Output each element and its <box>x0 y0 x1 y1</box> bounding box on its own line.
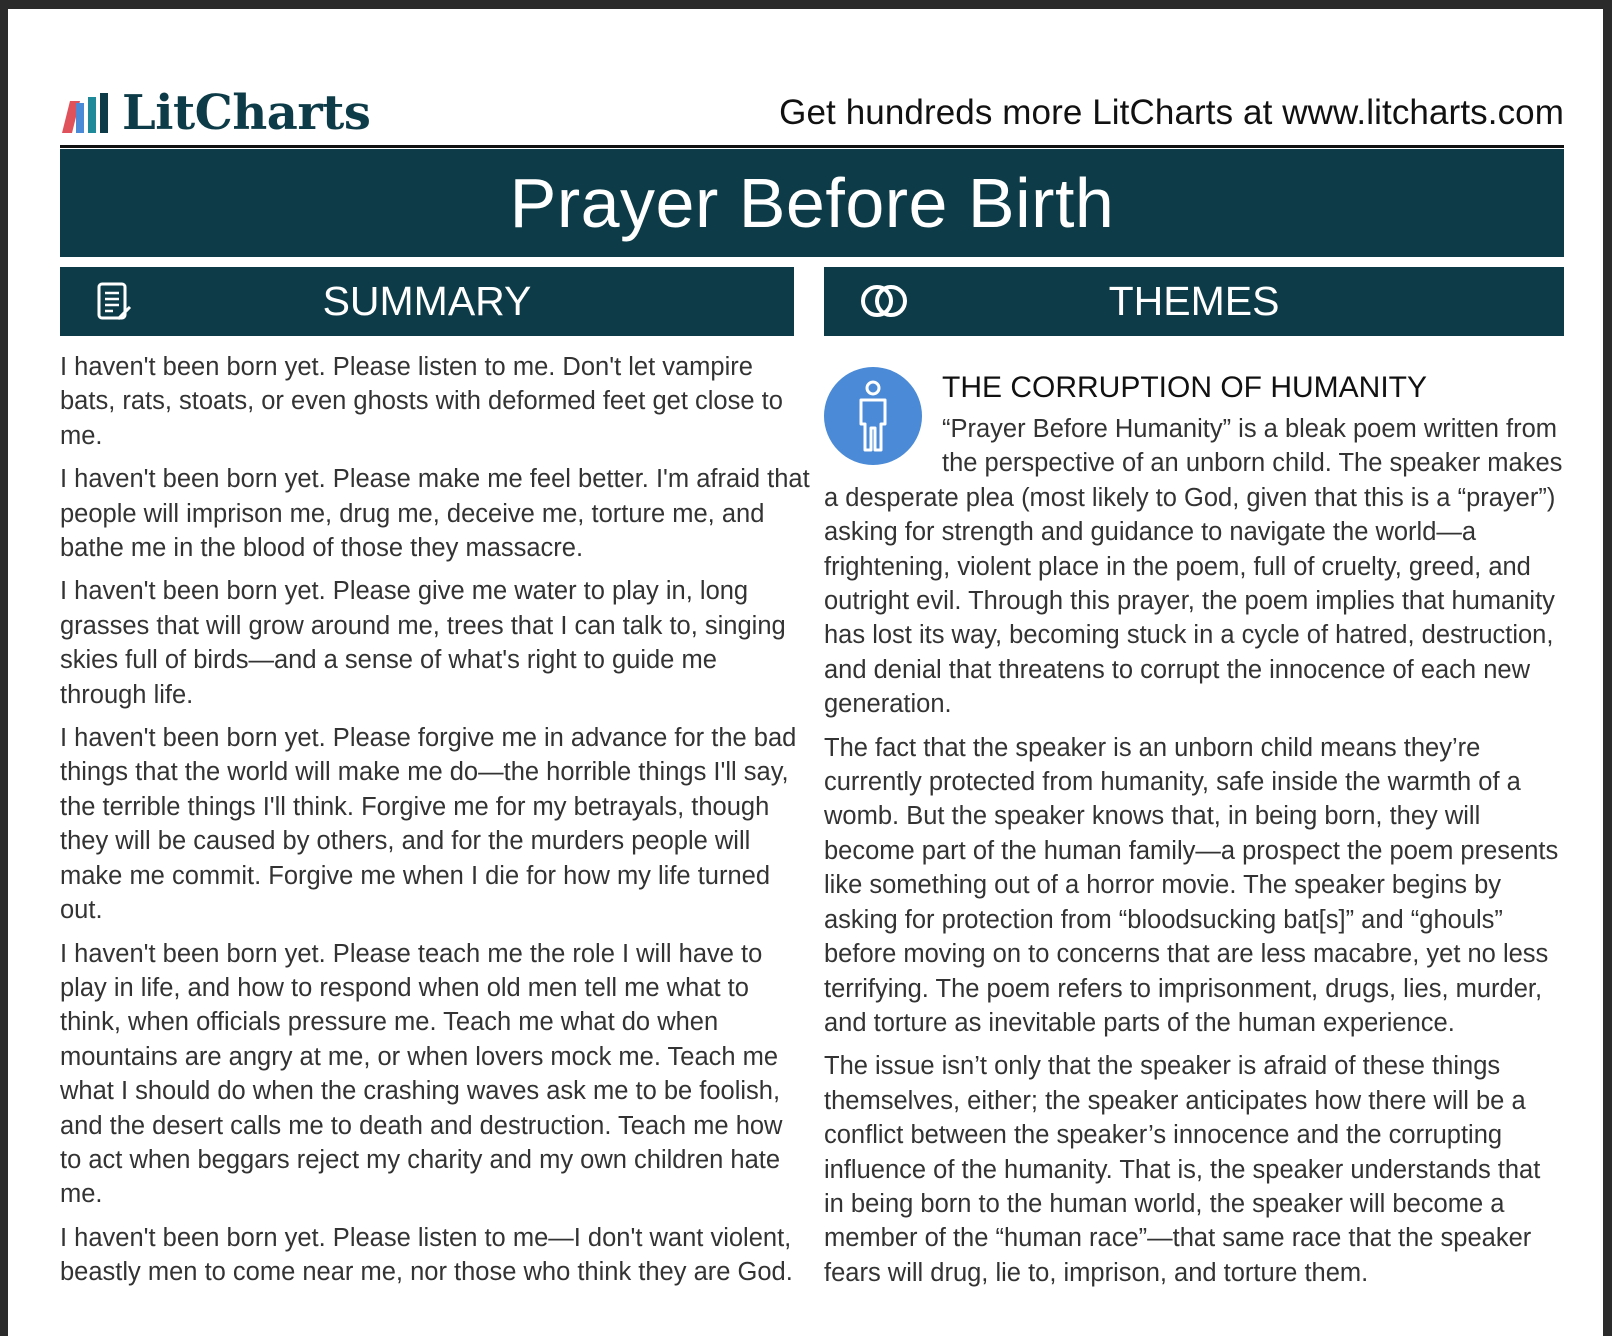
title-banner <box>60 149 1564 257</box>
summary-paragraph: I haven't been born yet. Please teach me the role I will have to play in life, and how to respond when old men tell me what to think, when officials pressure me. Teach me what do when mountains are angry at me, or when lovers mock me. Teach me what I should do when the crashing waves ask me to be foolish, and the desert calls me to death and destruction. Teach me how to act when beggars reject my charity and my own children hate me. <box>60 939 783 1209</box>
summary-paragraph: I haven't been born yet. Please listen to me. Don't let vampire bats, rats, stoats, or even ghosts with deformed feet get close to me. <box>60 353 783 450</box>
themes-text <box>824 370 1564 1299</box>
page-title: Prayer Before Birth <box>509 164 1115 242</box>
summary-heading: SUMMARY <box>322 278 532 324</box>
tagline-link[interactable]: Get hundreds more LitCharts at www.litcharts.com <box>779 93 1564 132</box>
summary-paragraph: I haven't been born yet. Please forgive me in advance for the bad things that the world will make me do—the horrible things I'll say, the terrible things I'll think. Forgive me for my betrayals, though they will be caused by others, and for the murders people will make me commit. Forgive me when I die for how my life turned out. <box>60 724 797 925</box>
summary-paragraph: I haven't been born yet. Please make me feel better. I'm afraid that people will imprison me, drug me, deceive me, torture me, and bathe me in the blood of those they massacre. <box>60 465 810 563</box>
theme-paragraph: “Prayer Before Humanity” is a bleak poem written from the perspective of an unborn child. The speaker makes a desperate plea (most likely to God, given that this is a “prayer”) asking for strength and guidance to navigate the world—a frightening, violent place in the poem, full of cruelty, greed, and outright evil. Through this prayer, the poem implies that humanity has lost its way, becoming stuck in a cycle of hatred, destruction, and denial that threatens to corrupt the innocence of each new generation. <box>824 415 1563 719</box>
themes-section-header <box>824 267 1564 336</box>
summary-section-header <box>60 267 794 336</box>
theme-paragraph: The fact that the speaker is an unborn child means they’re currently protected from humanity, safe inside the warmth of a womb. But the speaker knows that, in being born, they will become part of the human family—a prospect the poem presents like something out of a horror movie. The speaker begins by asking for protection from “bloodsucking bat[s]” and “ghouls” before moving on to concerns that are less macabre, yet no less terrifying. The poem refers to imprisonment, drugs, lies, murder, and torture as inevitable parts of the human experience. <box>824 733 1559 1037</box>
summary-paragraph: I haven't been born yet. Please listen to me—I don't want violent, beastly men to come near me, nor those who think they are God. <box>60 1223 793 1287</box>
document-page <box>8 9 1603 1336</box>
theme-title: THE CORRUPTION OF HUMANITY <box>942 371 1427 404</box>
header-divider <box>60 145 1564 148</box>
logo-text: LitCharts <box>122 85 371 141</box>
bar-chart-logo-icon <box>60 93 114 133</box>
summary-text <box>60 350 810 1299</box>
themes-heading: THEMES <box>1108 278 1280 324</box>
theme-paragraph: The issue isn’t only that the speaker is afraid of these things themselves, either; the speaker anticipates how there will be a conflict between the speaker’s innocence and the corrupting influence of the humanity. That is, the speaker understands that in being born to the human world, the speaker will become a member of the “human race”—that same race that the speaker fears will drug, lie to, imprison, and torture them. <box>824 1052 1541 1287</box>
summary-paragraph: I haven't been born yet. Please give me water to play in, long grasses that will grow around me, trees that I can talk to, singing skies full of birds—and a sense of what's right to guide me through life. <box>60 577 786 709</box>
litcharts-logo[interactable] <box>60 85 370 141</box>
header <box>60 81 1564 141</box>
person-icon[interactable] <box>824 367 922 465</box>
